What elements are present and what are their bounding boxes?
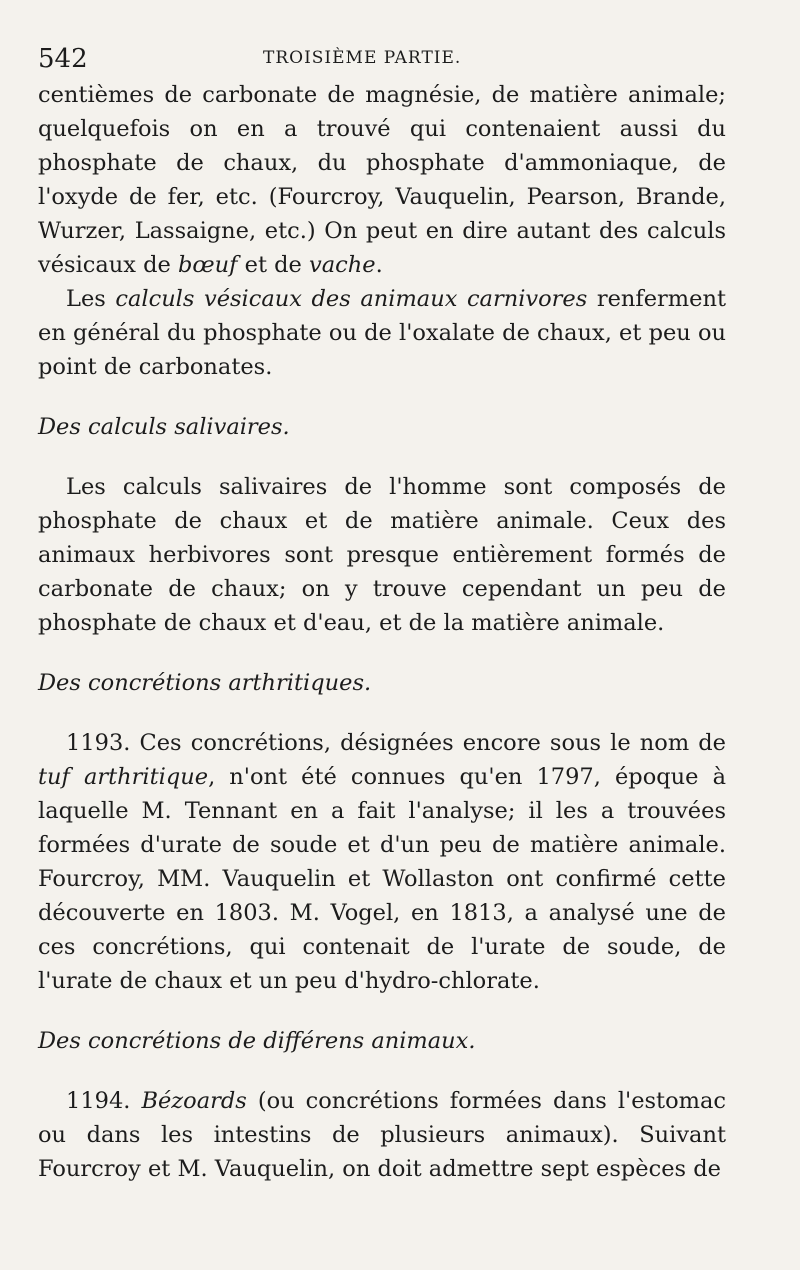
p1-text-1: centièmes de carbonate de magnésie, de matière animale; quelquefois on en a trouvé qui contenaient aussi du phosphate de chaux, du phosphate d'ammoniaque, de l'oxyde de fer, etc. (Fourcroy, Vauquelin, Pearson, Brande, Wurzer, Lassaigne, etc.) On peut en dire autant des calculs vésicaux de [38, 82, 726, 278]
page-header [38, 38, 726, 78]
p4-text-2: , n'ont été connues qu'en 1797, époque à laquelle M. Tennant en a fait l'analyse; il les a trouvées formées d'urate de soude et d'un peu de matière animale. Fourcroy, MM. Vauquelin et Wollaston ont confirmé cette découverte en 1803. M. Vogel, en 1813, a analysé une de ces concrétions, qui contenait de l'urate de soude, de l'urate de chaux et un peu d'hydro-chlorate. [38, 764, 726, 994]
page [38, 38, 726, 1186]
p1-italic-vache: vache [309, 252, 376, 278]
paragraph-2 [38, 282, 726, 384]
section-heading-arthritiques: Des concrétions arthritiques. [38, 670, 372, 696]
p2-text-2: renferment en général du phosphate ou de l'oxalate de chaux, et peu ou point de carbonates. [38, 286, 726, 380]
p5-text-2: (ou concrétions formées dans l'estomac ou dans les intestins de plusieurs animaux). Suivant Fourcroy et M. Vauquelin, on doit admettre sept espèces de [38, 1088, 726, 1182]
body-text [38, 78, 726, 1186]
running-head: TROISIÈME PARTIE. [263, 48, 462, 68]
paragraph-5 [38, 1084, 726, 1186]
paragraph-3: Les calculs salivaires de l'homme sont composés de phosphate de chaux et de matière animale. Ceux des animaux herbivores sont presque entièrement formés de carbonate de chaux; on y trouve cependant un peu de phosphate de chaux et d'eau, et de la matière animale. [38, 474, 726, 636]
paragraph-4 [38, 726, 726, 998]
section-heading-salivaires: Des calculs salivaires. [38, 414, 290, 440]
page-number: 542 [38, 44, 88, 74]
p2-text-1: Les [66, 286, 116, 312]
p1-text-3: . [375, 252, 383, 278]
p1-text-2: et de [237, 252, 310, 278]
p4-text-1: 1193. Ces concrétions, désignées encore sous le nom de [66, 730, 726, 756]
p1-italic-boeuf: bœuf [178, 252, 238, 278]
p4-italic: tuf arthritique [38, 764, 209, 790]
p2-italic: calculs vésicaux des animaux carnivores [115, 286, 588, 312]
p5-text-1: 1194. [66, 1088, 142, 1114]
paragraph-1 [38, 78, 726, 282]
section-heading-animaux: Des concrétions de différens animaux. [38, 1028, 476, 1054]
p5-italic: Bézoards [141, 1088, 247, 1114]
